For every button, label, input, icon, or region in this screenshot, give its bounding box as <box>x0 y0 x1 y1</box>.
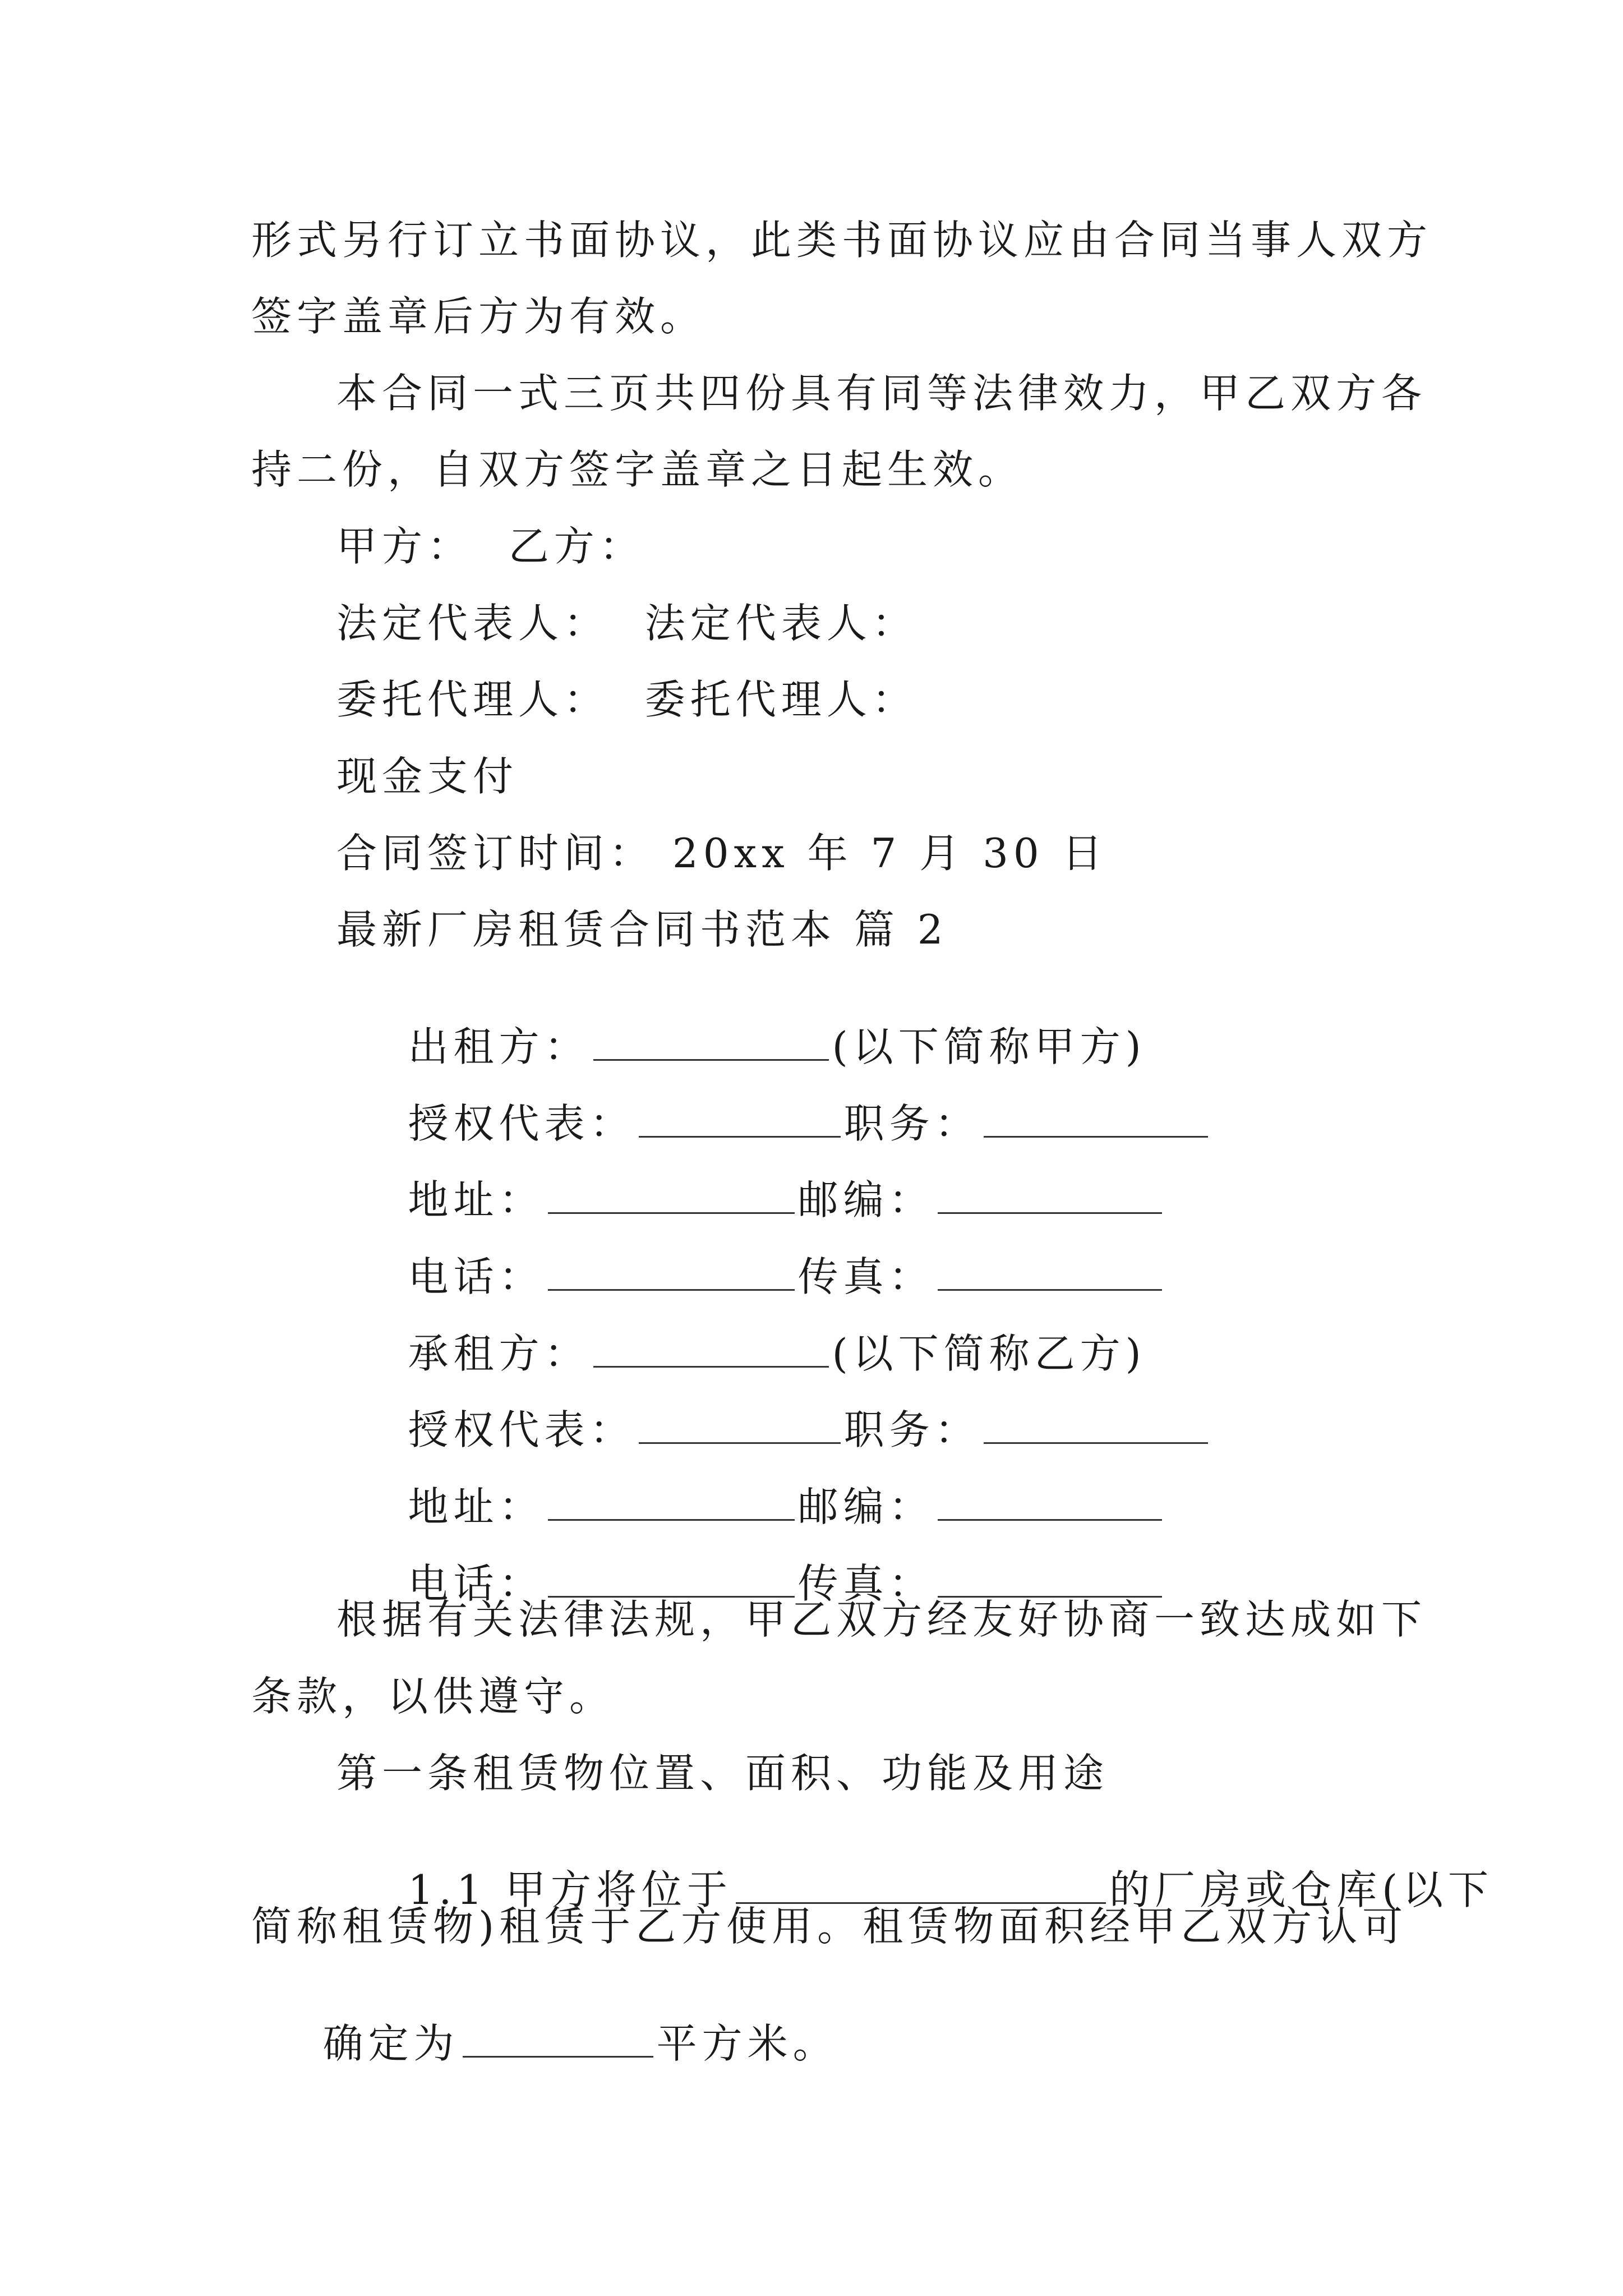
article-title: 第一条租赁物位置、面积、功能及用途 <box>336 1750 1109 1797</box>
phone-label: 电话： <box>408 1253 545 1300</box>
zip-label: 邮编： <box>797 1483 934 1530</box>
address-blank <box>548 1180 795 1214</box>
zip-blank <box>938 1180 1162 1214</box>
address-label: 地址： <box>408 1483 545 1530</box>
section-title: 最新厂房租赁合同书范本 篇 2 <box>336 906 948 953</box>
lessee-name-blank <box>593 1333 829 1368</box>
signing-date-line: 合同签订时间： 20xx 年 7 月 30 日 <box>336 830 1108 877</box>
agent-line: 委托代理人： 委托代理人： <box>336 676 917 723</box>
location-blank <box>736 1870 1106 1904</box>
lessee-label: 承租方： <box>408 1330 590 1377</box>
title-blank <box>984 1103 1208 1138</box>
fax-blank <box>938 1563 1162 1598</box>
lessor-label: 出租方： <box>408 1023 590 1070</box>
rep-blank <box>639 1103 841 1138</box>
clause-text: 确定为 <box>322 2020 459 2067</box>
zip-label: 邮编： <box>797 1176 934 1223</box>
paragraph-line: 条款，以供遵守。 <box>251 1673 615 1720</box>
rep-blank <box>639 1410 841 1444</box>
lessee-suffix: (以下简称乙方) <box>832 1330 1146 1377</box>
address-label: 地址： <box>408 1176 545 1223</box>
rep-label: 授权代表： <box>408 1100 635 1147</box>
zip-blank <box>938 1487 1162 1521</box>
fax-label: 传真： <box>797 1560 934 1607</box>
paragraph-line: 本合同一式三页共四份具有同等法律效力，甲乙双方各 <box>336 370 1427 417</box>
paragraph-line: 形式另行订立书面协议，此类书面协议应由合同当事人双方 <box>251 217 1433 264</box>
signature-party-line: 甲方： 乙方： <box>336 523 645 570</box>
legal-representative-line: 法定代表人： 法定代表人： <box>336 600 917 647</box>
paragraph-line: 签字盖章后方为有效。 <box>251 293 706 340</box>
lessor-suffix: (以下简称甲方) <box>832 1023 1146 1070</box>
article-clause-line <box>251 1983 838 2104</box>
clause-text: 平方米。 <box>656 2020 838 2067</box>
address-blank <box>548 1487 795 1521</box>
title-label: 职务： <box>843 1100 980 1147</box>
phone-blank <box>548 1257 795 1291</box>
fax-blank <box>938 1257 1162 1291</box>
paragraph-line: 简称租赁物)租赁于乙方使用。租赁物面积经甲乙双方认可 <box>251 1903 1408 1950</box>
title-label: 职务： <box>843 1406 980 1453</box>
phone-blank <box>548 1563 795 1598</box>
fax-label: 传真： <box>797 1253 934 1300</box>
paragraph-line: 持二份，自双方签字盖章之日起生效。 <box>251 446 1024 493</box>
paragraph-line: 根据有关法律法规，甲乙双方经友好协商一致达成如下 <box>336 1596 1427 1643</box>
clause-text: 的厂房或仓库(以下 <box>1109 1866 1494 1913</box>
rep-label: 授权代表： <box>408 1406 635 1453</box>
area-blank <box>463 2023 653 2058</box>
lessor-name-blank <box>593 1027 829 1061</box>
title-blank <box>984 1410 1208 1444</box>
phone-label: 电话： <box>408 1560 545 1607</box>
payment-line: 现金支付 <box>336 753 519 800</box>
clause-text: 1.1 甲方将位于 <box>408 1866 732 1913</box>
